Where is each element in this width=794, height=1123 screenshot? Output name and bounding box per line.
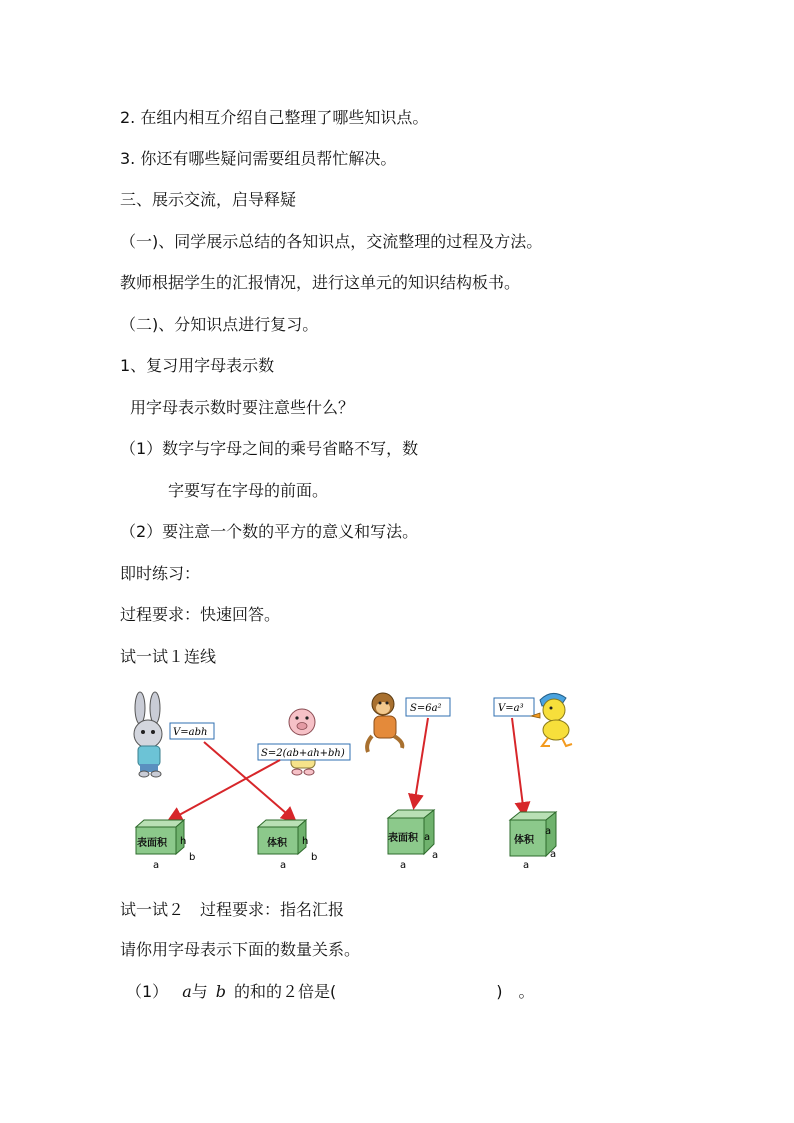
pig-icon — [289, 709, 315, 775]
svg-text:表面积: 表面积 — [137, 838, 167, 849]
text-line: 即时练习： — [120, 564, 201, 583]
svg-text:b: b — [311, 852, 318, 863]
arrow-monkey-to-surface — [414, 718, 428, 806]
svg-text:体积: 体积 — [267, 838, 287, 849]
cuboid-surface-area — [136, 820, 195, 871]
text-line: 用字母表示数时要注意些什么？ — [130, 398, 355, 417]
formula-card-s-long — [258, 744, 350, 760]
arrow-duck-to-volume — [512, 718, 524, 814]
formula-card-v-abh — [170, 723, 214, 739]
var-b: b — [215, 982, 226, 1001]
section-heading: 三、展示交流，启导释疑 — [120, 190, 297, 209]
svg-text:S=6a²: S=6a² — [410, 703, 442, 714]
svg-text:a: a — [545, 826, 552, 837]
question-text: 的和的２倍是( — [234, 982, 337, 1001]
text-line: 教师根据学生的汇报情况，进行这单元的知识结构板书。 — [120, 273, 521, 292]
monkey-icon — [367, 693, 402, 752]
formula-card-v-a3 — [494, 698, 534, 716]
exercise-title: 试一试２ 过程要求：指名汇报 — [120, 900, 345, 919]
formula-card-s-6a2 — [406, 698, 450, 716]
text-line: 3. 你还有哪些疑问需要组员帮忙解决。 — [120, 149, 397, 168]
svg-text:表面积: 表面积 — [388, 833, 418, 844]
cube-volume — [510, 812, 556, 871]
question-text: 与 — [191, 982, 208, 1001]
arrow-pig-to-surface — [170, 760, 280, 820]
svg-text:a: a — [432, 850, 439, 861]
duck-icon — [531, 693, 572, 746]
svg-text:体积: 体积 — [514, 835, 534, 846]
svg-text:a: a — [280, 860, 287, 871]
svg-text:a: a — [550, 849, 557, 860]
svg-text:h: h — [180, 836, 187, 847]
matching-figure — [110, 686, 700, 876]
svg-text:V=abh: V=abh — [173, 727, 208, 738]
text-line: 2. 在组内相互介绍自己整理了哪些知识点。 — [120, 108, 429, 127]
question-number: （1） — [126, 982, 169, 1001]
subsection-heading: 1、复习用字母表示数 — [120, 356, 275, 375]
cuboid-volume — [258, 820, 317, 871]
text-line: （2）要注意一个数的平方的意义和写法。 — [120, 522, 419, 541]
svg-text:a: a — [153, 860, 160, 871]
text-line: 过程要求：快速回答。 — [120, 605, 281, 624]
question-text: ) 。 — [496, 982, 535, 1001]
svg-text:a: a — [424, 832, 431, 843]
svg-text:S=2(ab+ah+bh): S=2(ab+ah+bh) — [261, 748, 345, 759]
text-line: 请你用字母表示下面的数量关系。 — [120, 940, 361, 959]
var-a: a — [182, 982, 192, 1001]
text-line: 字要写在字母的前面。 — [168, 481, 329, 500]
rabbit-icon — [134, 692, 162, 777]
svg-text:h: h — [302, 836, 309, 847]
svg-text:a: a — [523, 860, 530, 871]
svg-text:b: b — [189, 852, 196, 863]
svg-text:a: a — [400, 860, 407, 871]
cube-surface-area — [388, 810, 438, 871]
text-line: （二)、分知识点进行复习。 — [120, 315, 319, 334]
svg-text:V=a³: V=a³ — [498, 703, 524, 714]
text-line: （一)、同学展示总结的各知识点，交流整理的过程及方法。 — [120, 232, 543, 251]
exercise-title: 试一试１连线 — [120, 647, 217, 666]
text-line: （1）数字与字母之间的乘号省略不写，数 — [120, 439, 419, 458]
question-1 — [126, 982, 535, 1002]
